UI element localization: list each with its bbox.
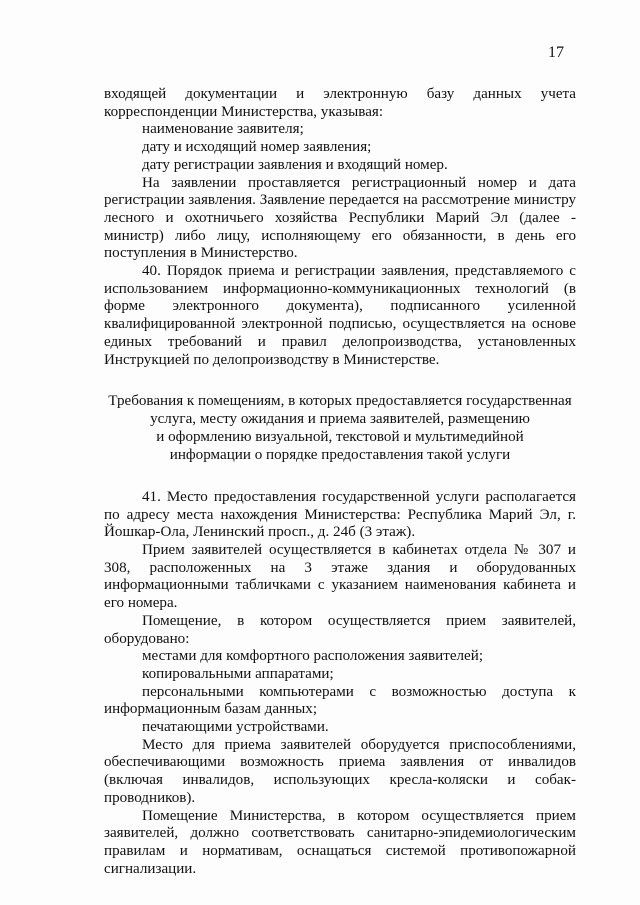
list-item: дату регистрации заявления и входящий номер. bbox=[142, 156, 448, 173]
paragraph: Помещение Министерства, в котором осуществляется прием заявителей, должно соответствовать санитарно-эпидемиологическим правилам и нормативам, оснащаться системой противопожарной сигнализации. bbox=[104, 807, 576, 877]
page-body bbox=[104, 86, 576, 878]
paragraph: На заявлении проставляется регистрационный номер и дата регистрации заявления. Заявление передается на рассмотрение министру лесного и охотничьего хозяйства Республики Марий Эл (далее - министр) либо лицу, исполняющему его обязанности, в день его поступления в Министерство. bbox=[104, 174, 576, 262]
section-heading bbox=[104, 393, 576, 465]
text-line: входящей документации и электронную базу данных учета bbox=[104, 86, 576, 102]
heading-line: информации о порядке предоставления такой услуги bbox=[169, 446, 511, 463]
paragraph: персональными компьютерами с возможностью доступа к информационным базам данных; bbox=[104, 683, 576, 718]
paragraph: Место для приема заявителей оборудуется приспособлениями, обеспечивающими возможность приема заявления от инвалидов (включая инвалидов, использующих кресла-коляски и собак-проводников). bbox=[104, 736, 576, 806]
list-item: местами для комфортного расположения заявителей; bbox=[142, 648, 484, 665]
text-line: корреспонденции Министерства, указывая: bbox=[104, 103, 384, 120]
list-item: копировальными аппаратами; bbox=[142, 665, 334, 682]
paragraph: Помещение, в котором осуществляется прием заявителей, оборудовано: bbox=[104, 612, 576, 647]
heading-line: и оформлению визуальной, текстовой и мультимедийной bbox=[156, 429, 524, 446]
page-number: 17 bbox=[548, 44, 564, 61]
paragraph: 41. Место предоставления государственной услуги располагается по адресу места нахождения Министерства: Республика Марий Эл, г. Йошкар-Ола, Ленинский просп., д. 24б (3 этаж). bbox=[104, 488, 576, 541]
list-item: печатающими устройствами. bbox=[142, 719, 329, 736]
heading-line: услуга, месту ожидания и приема заявителей, размещению bbox=[150, 411, 530, 428]
paragraph: 40. Порядок приема и регистрации заявления, представляемого с использованием информационно-коммуникационных технологий (в форме электронного документа), подписанного усиленной квалифицированной электронной подписью, осуществляется на основе единых требований и правил делопроизводства, установленных Инструкцией по делопроизводству в Министерстве. bbox=[104, 263, 576, 368]
heading-line: Требования к помещениям, в которых предоставляется государственная bbox=[108, 393, 572, 410]
list-item: дату и исходящий номер заявления; bbox=[142, 139, 372, 156]
bottom-section bbox=[104, 489, 576, 878]
list-item: наименование заявителя; bbox=[142, 121, 304, 138]
paragraph: Прием заявителей осуществляется в кабинетах отдела № 307 и 308, расположенных на 3 этаже здания и оборудованных информационными табличками с указанием наименования кабинета и его номера. bbox=[104, 541, 576, 612]
top-section bbox=[104, 86, 576, 369]
